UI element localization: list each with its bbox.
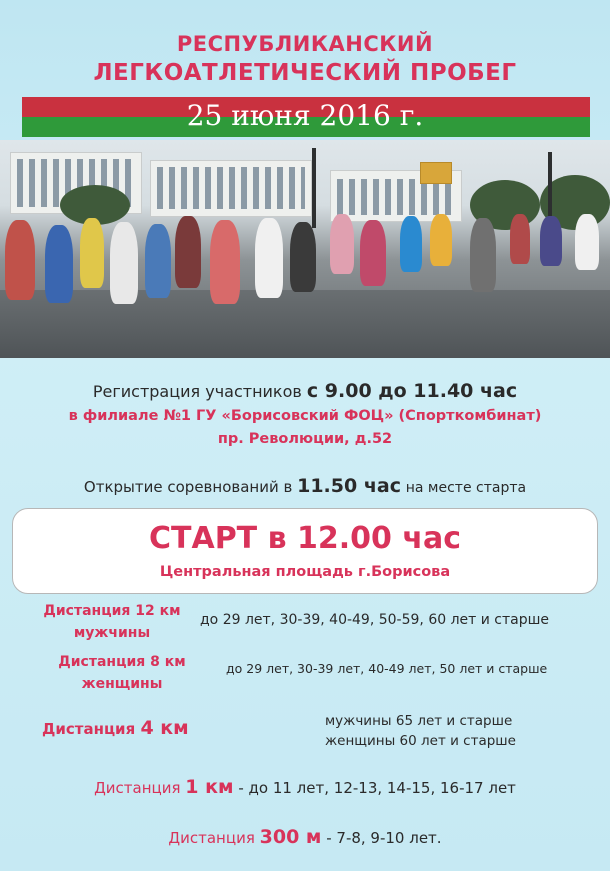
crowd	[0, 210, 610, 300]
distance-4km-women: женщины 60 лет и старше	[325, 733, 516, 749]
distance-300m-title: Дистанция	[168, 829, 255, 847]
distance-12km-title: Дистанция 12 км	[43, 603, 181, 619]
opening-time: 11.50 час	[297, 475, 401, 497]
registration-label: Регистрация участников	[92, 382, 302, 401]
opening-place: на месте старта	[405, 480, 527, 496]
title-line-1: РЕСПУБЛИКАНСКИЙ	[176, 32, 434, 56]
distance-4km-groups	[325, 711, 516, 751]
race-photo	[0, 140, 610, 358]
registration-line	[0, 380, 610, 402]
title-line-2: ЛЕГКОАТЛЕТИЧЕСКИЙ ПРОБЕГ	[93, 60, 517, 86]
road	[0, 290, 610, 358]
distance-4km-label	[42, 717, 252, 739]
distance-300m-line	[0, 826, 610, 848]
event-date: 25 июня 2016 г.	[186, 99, 424, 132]
distance-4km-km: 4 км	[140, 717, 189, 739]
distance-8km-gender: женщины	[81, 676, 163, 692]
distance-4km-men: мужчины 65 лет и старше	[325, 713, 513, 729]
start-box	[12, 508, 598, 594]
distance-8km-groups: до 29 лет, 30-39 лет, 40-49 лет, 50 лет и старше	[226, 661, 548, 676]
opening-line	[0, 475, 610, 497]
opening-label: Открытие соревнований в	[83, 478, 293, 496]
distance-300m-groups: - 7-8, 9-10 лет.	[326, 829, 442, 847]
registration-place: в филиале №1 ГУ «Борисовский ФОЦ» (Спорткомбинат)	[68, 408, 542, 424]
distance-1km-km: 1 км	[185, 776, 234, 798]
start-title: СТАРТ в 12.00 час	[149, 521, 461, 556]
distance-1km-title: Дистанция	[94, 779, 181, 797]
start-place: Центральная площадь г.Борисова	[159, 564, 451, 580]
distance-4km-title: Дистанция	[42, 720, 136, 738]
distance-1km-groups: - до 11 лет, 12-13, 14-15, 16-17 лет	[238, 779, 516, 797]
registration-time: с 9.00 до 11.40 час	[306, 380, 518, 402]
distance-8km-label	[32, 651, 212, 695]
registration-address: пр. Революции, д.52	[217, 431, 393, 447]
distance-12km-label	[22, 600, 202, 644]
sign-board	[420, 162, 452, 184]
distance-12km-groups: до 29 лет, 30-39, 40-49, 50-59, 60 лет и старше	[200, 612, 550, 628]
distance-8km-title: Дистанция 8 км	[58, 654, 186, 670]
distance-1km-line	[0, 776, 610, 798]
distance-300m-m: 300 м	[259, 826, 322, 848]
distance-12km-gender: мужчины	[73, 625, 151, 641]
building-center	[150, 160, 312, 217]
